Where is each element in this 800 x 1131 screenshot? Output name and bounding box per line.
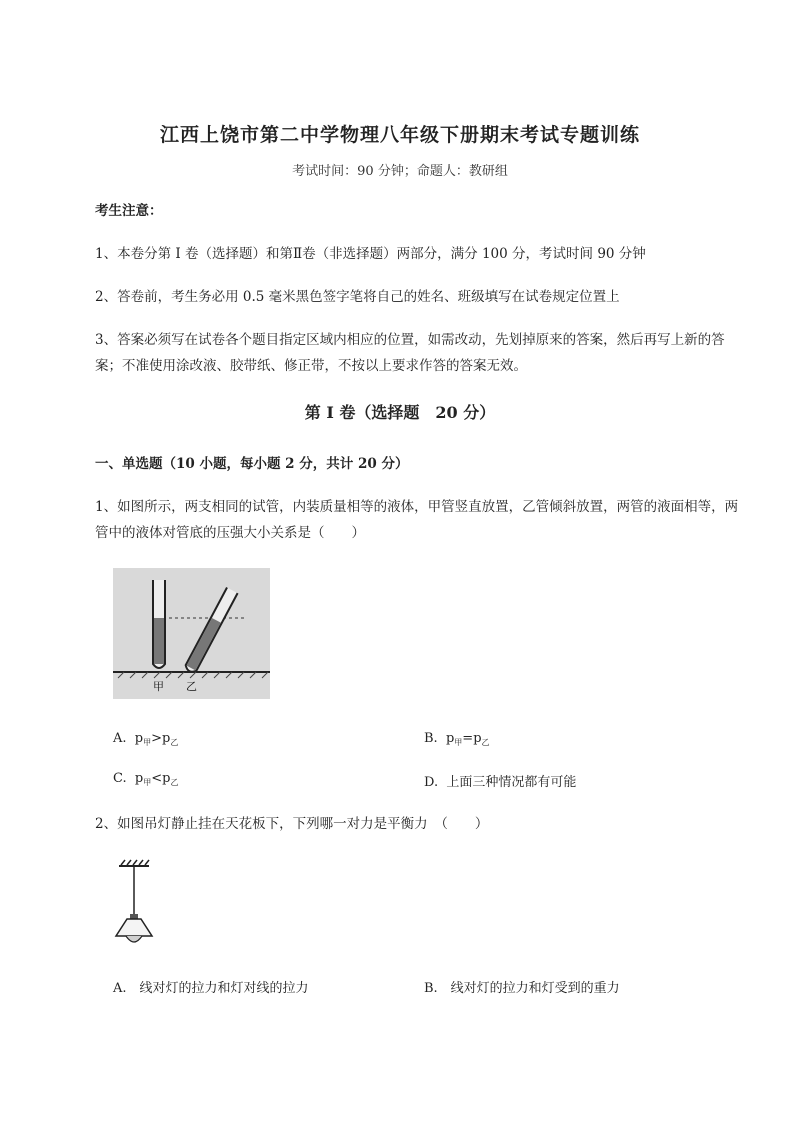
notice-item-3: 3、答案必须写在试卷各个题目指定区域内相应的位置，如需改动，先划掉原来的答案，然后再写上新的答案；不准使用涂改液、胶带纸、修正带，不按以上要求作答的答案无效。 — [95, 332, 725, 374]
notice-item-2: 2、答卷前，考生务必用 0.5 毫米黑色签字笔将自己的姓名、班级填写在试卷规定位置上 — [95, 289, 620, 305]
notice-heading: 考生注意： — [95, 203, 163, 219]
q2-option-a[interactable]: A. 线对灯的拉力和灯对线的拉力 — [113, 981, 309, 996]
tube-label-jia: 甲 — [153, 680, 164, 693]
exam-info: 考试时间：90 分钟；命题人：教研组 — [292, 164, 508, 179]
part-heading: 一、单选题（10 小题，每小题 2 分，共计 20 分） — [95, 456, 409, 472]
hanging-lamp-figure — [113, 858, 158, 948]
q2-option-b[interactable]: B. 线对灯的拉力和灯受到的重力 — [424, 981, 620, 996]
q1-option-d[interactable]: D. 上面三种情况都有可能 — [424, 775, 577, 790]
question-1-text: 1、如图所示，两支相同的试管，内装质量相等的液体，甲管竖直放置，乙管倾斜放置，两管的液面相等，两管中的液体对管底的压强大小关系是（ ） — [95, 499, 739, 541]
section-title: 第 I 卷（选择题 20 分） — [304, 403, 496, 422]
q1-option-a[interactable]: A. $p_甲>p_乙$ — [113, 731, 179, 747]
notice-item-1: 1、本卷分第 I 卷（选择题）和第Ⅱ卷（非选择题）两部分，满分 100 分，考试时间 90 分钟 — [95, 246, 646, 262]
question-2-text: 2、如图吊灯静止挂在天花板下，下列哪一对力是平衡力 （ ） — [95, 816, 489, 832]
q1-option-b[interactable]: B. $p_甲=p_乙$ — [424, 731, 490, 747]
test-tubes-figure — [113, 568, 270, 699]
q1-option-c[interactable]: C. $p_甲<p_乙$ — [113, 771, 179, 787]
document-title: 江西上饶市第二中学物理八年级下册期末考试专题训练 — [159, 124, 640, 146]
tube-label-yi: 乙 — [186, 680, 197, 693]
